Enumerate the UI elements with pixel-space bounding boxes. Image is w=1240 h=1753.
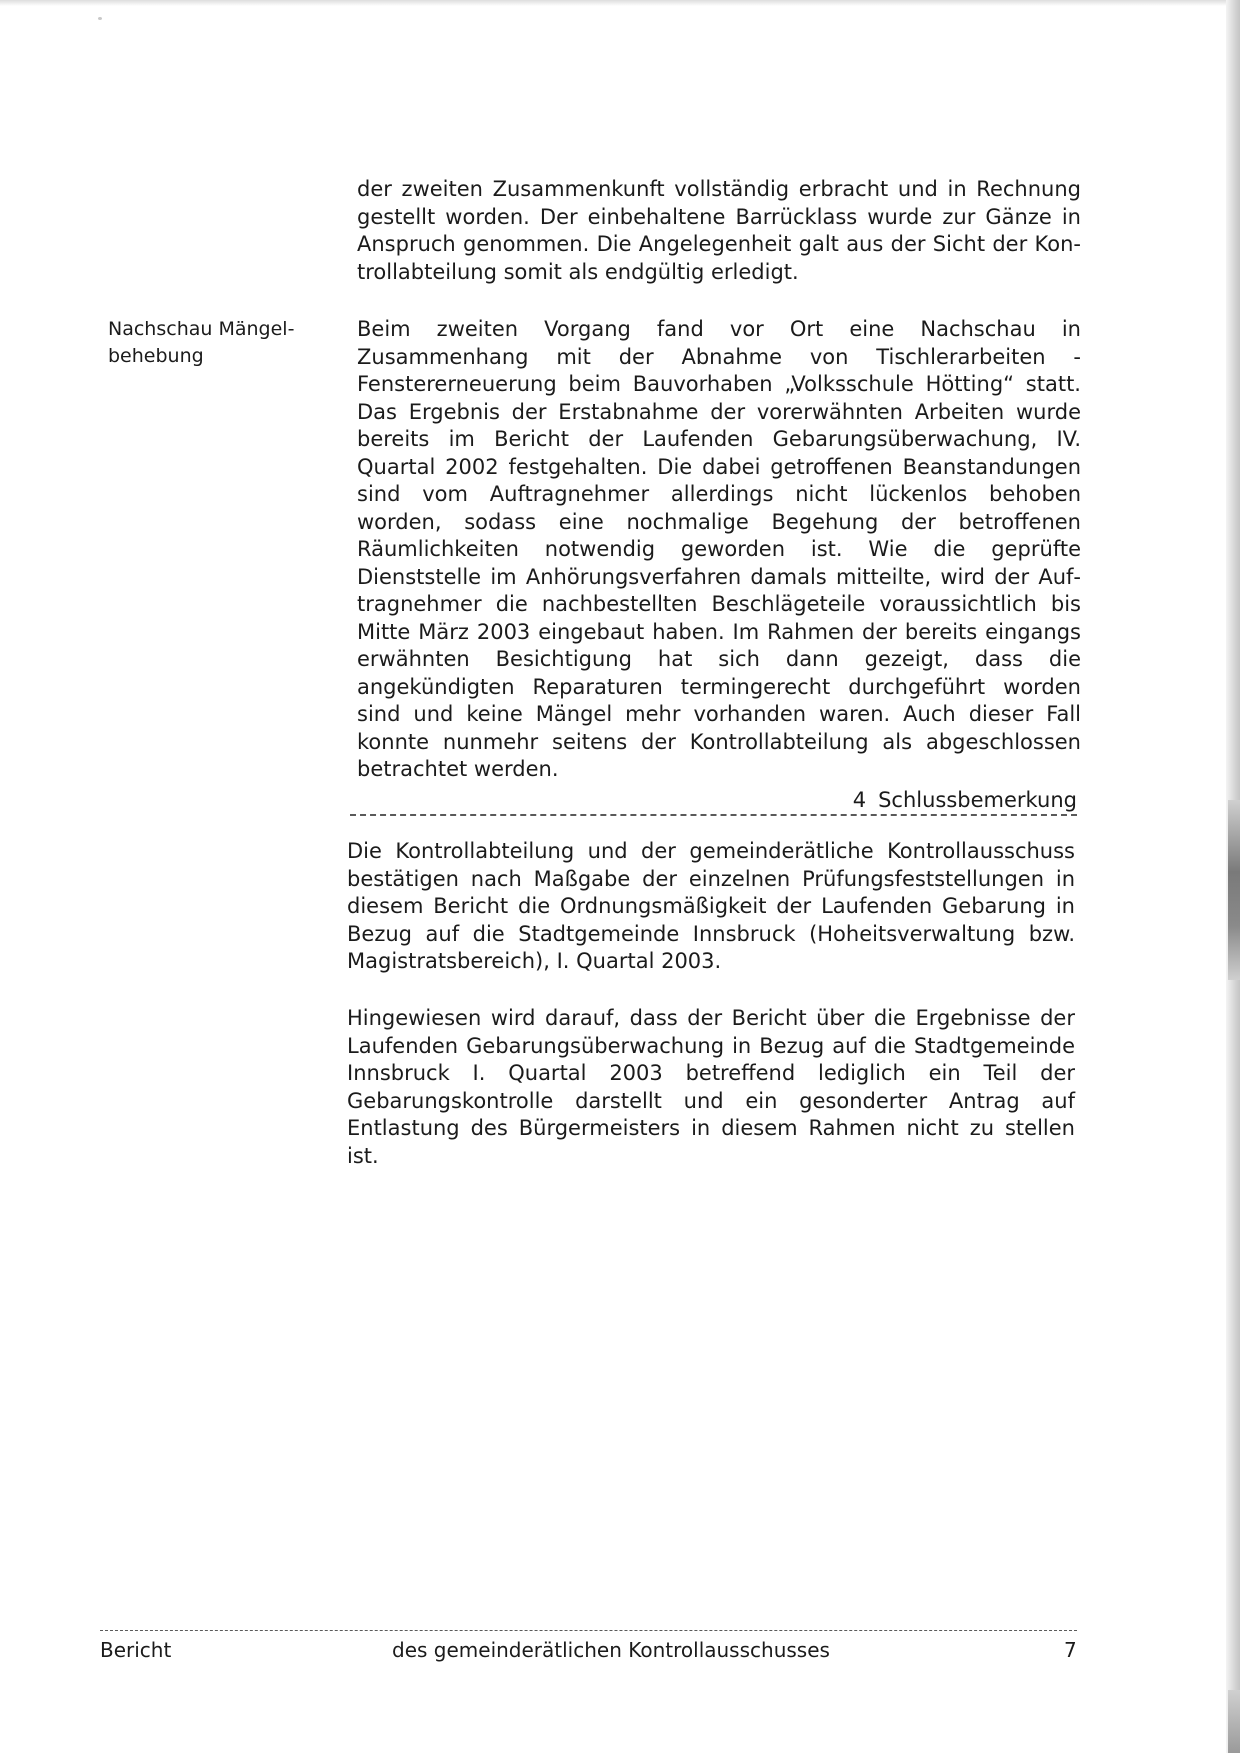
- section-title: Schlussbemerkung: [878, 788, 1077, 812]
- paragraph-conclusion-2: Hingewiesen wird darauf, dass der Bericht über die Ergebnisse der Laufenden Gebarungsüberwachung in Bezug auf die Stadtgemeinde Innsbruck I. Quartal 2003 betreffend lediglich ein Teil der Gebarungskontrolle darstellt und ein gesonderter Antrag auf Entlastung des Bürgermeisters in diesem Rahmen nicht zu stellen ist.: [347, 1006, 1075, 1168]
- scan-speck: [98, 17, 102, 20]
- scan-shadow-2: [1228, 1690, 1240, 1753]
- footer-center: des gemeinderätlichen Kontrollausschusses: [392, 1638, 830, 1662]
- page-number: 7: [1064, 1638, 1077, 1662]
- section-heading: [350, 786, 1077, 816]
- section-number: 4: [852, 788, 867, 812]
- sidenote-nachschau: Nachschau Mängelbehebung: [108, 318, 295, 367]
- paragraph-conclusion-1: Die Kontrollabteilung und der gemeinderätliche Kontrollausschuss bestätigen nach Maßgabe der einzelnen Prüfungsfeststellungen in diesem Bericht die Ordnungsmäßigkeit der Laufenden Gebarung in Bezug auf die Stadtgemeinde Innsbruck (Hoheitsverwaltung bzw. Magistratsbereich), I. Quartal 2003.: [347, 839, 1075, 973]
- footer-left: Bericht: [100, 1638, 172, 1662]
- footer-divider: [100, 1630, 1077, 1631]
- scan-edge-top: [0, 0, 1240, 6]
- paragraph-nachschau: Beim zweiten Vorgang fand vor Ort eine Nachschau in Zusammenhang mit der Abnahme von Tischlerarbeiten - Fenstererneuerung beim Bauvorhaben „Volksschule Hötting“ statt. Das Ergebnis der Erstabnahme der vorerwähnten Arbeiten wurde bereits im Bericht der Laufenden Gebarungsüberwachung, IV. Quartal 2002 festgehalten. Die dabei getroffenen Beanstandungen sind vom Auftragnehmer allerdings nicht lückenlos behoben worden, sodass eine nochmalige Begehung der betroffenen Räumlichkeiten notwendig geworden ist. Wie die geprüfte Dienststelle im Anhörungsverfahren damals mitteilte, wird der Auftragnehmer die nachbestellten Beschlägeteile voraussichtlich bis Mitte März 2003 eingebaut haben. Im Rahmen der bereits eingangs erwähnten Besichtigung hat sich dann gezeigt, dass die angekündigten Reparaturen termingerecht durchgeführt worden sind und keine Mängel mehr vorhanden waren. Auch dieser Fall konnte nunmehr seitens der Kontrollabteilung als abgeschlossen betrachtet werden.: [357, 317, 1081, 781]
- scan-shadow-1: [1228, 800, 1240, 980]
- paragraph-continued: der zweiten Zusammenkunft vollständig erbracht und in Rechnung gestellt worden. Der einbehaltene Barrücklass wurde zur Gänze in Anspruch genommen. Die Angelegenheit galt aus der Sicht der Kontrollabteilung somit als endgültig erledigt.: [357, 177, 1081, 284]
- scan-edge-right: [1226, 0, 1240, 1753]
